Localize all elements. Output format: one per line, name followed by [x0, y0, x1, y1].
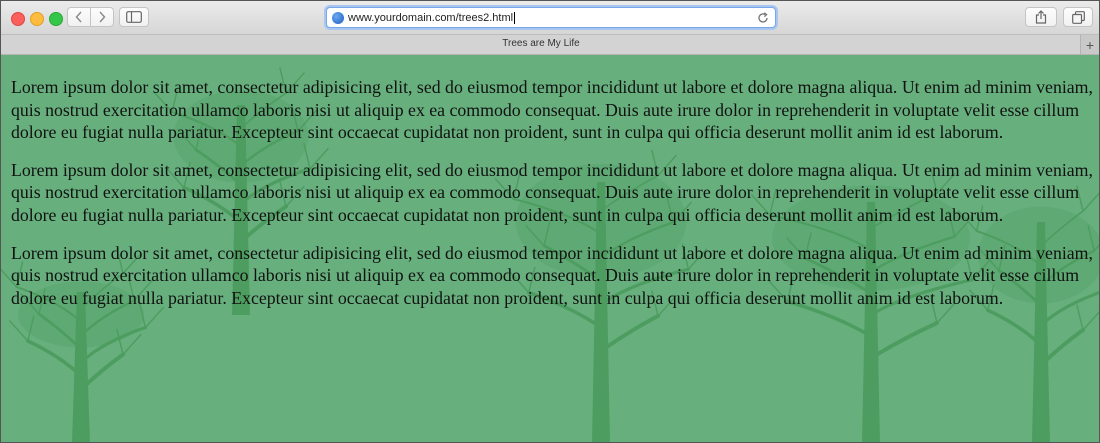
chevron-left-icon: [75, 11, 83, 23]
body-paragraph-1: Lorem ipsum dolor sit amet, consectetur adipisicing elit, sed do eiusmod tempor incididunt ut labore et dolore magna aliqua. Ut enim ad minim veniam, quis nostrud exercitation ullamco laboris nisi ut aliquip ex ea commodo consequat. Duis aute irure dolor in reprehenderit in voluptate velit esse cillum dolore eu fugiat nulla pariatur. Excepteur sint occaecat cupidatat non proident, sunt in culpa qui officia deserunt mollit anim id est laborum.: [11, 77, 1093, 143]
tab-bar: [1, 35, 1099, 55]
body-paragraph-3: Lorem ipsum dolor sit amet, consectetur adipisicing elit, sed do eiusmod tempor incididunt ut labore et dolore magna aliqua. Ut enim ad minim veniam, quis nostrud exercitation ullamco laboris nisi ut aliquip ex ea commodo consequat. Duis aute irure dolor in reprehenderit in voluptate velit esse cillum dolore eu fugiat nulla pariatur. Excepteur sint occaecat cupidatat non proident, sunt in culpa qui officia deserunt mollit anim id est laborum.: [11, 242, 1093, 308]
forward-button[interactable]: [91, 8, 113, 26]
body-paragraph-2: Lorem ipsum dolor sit amet, consectetur adipisicing elit, sed do eiusmod tempor incididunt ut labore et dolore magna aliqua. Ut enim ad minim veniam, quis nostrud exercitation ullamco laboris nisi ut aliquip ex ea commodo consequat. Duis aute irure dolor in reprehenderit in voluptate velit esse cillum dolore eu fugiat nulla pariatur. Excepteur sint occaecat cupidatat non proident, sunt in culpa qui officia deserunt mollit anim id est laborum.: [11, 159, 1093, 225]
sidebar-icon: [126, 11, 142, 23]
reload-button[interactable]: [757, 11, 769, 29]
paragraph-container: [11, 76, 1093, 324]
globe-icon: [332, 12, 344, 24]
chevron-right-icon: [98, 11, 106, 23]
browser-toolbar: [1, 1, 1099, 35]
sidebar-button[interactable]: [119, 7, 149, 27]
reload-icon: [757, 12, 769, 24]
share-icon: [1035, 10, 1047, 24]
web-page-content: [1, 55, 1099, 442]
close-window-button[interactable]: [11, 12, 25, 26]
address-bar[interactable]: [326, 7, 776, 28]
zoom-window-button[interactable]: [49, 12, 63, 26]
new-tab-button[interactable]: +: [1080, 35, 1099, 54]
minimize-window-button[interactable]: [30, 12, 44, 26]
tab-title[interactable]: Trees are My Life: [502, 38, 580, 49]
tabs-overview-icon: [1072, 11, 1085, 24]
url-text: www.yourdomain.com/trees2.html: [348, 11, 514, 24]
back-button[interactable]: [68, 8, 91, 26]
show-tabs-button[interactable]: [1063, 7, 1093, 27]
share-button[interactable]: [1025, 7, 1057, 27]
navigation-buttons: [67, 7, 114, 27]
text-cursor: [514, 12, 515, 24]
